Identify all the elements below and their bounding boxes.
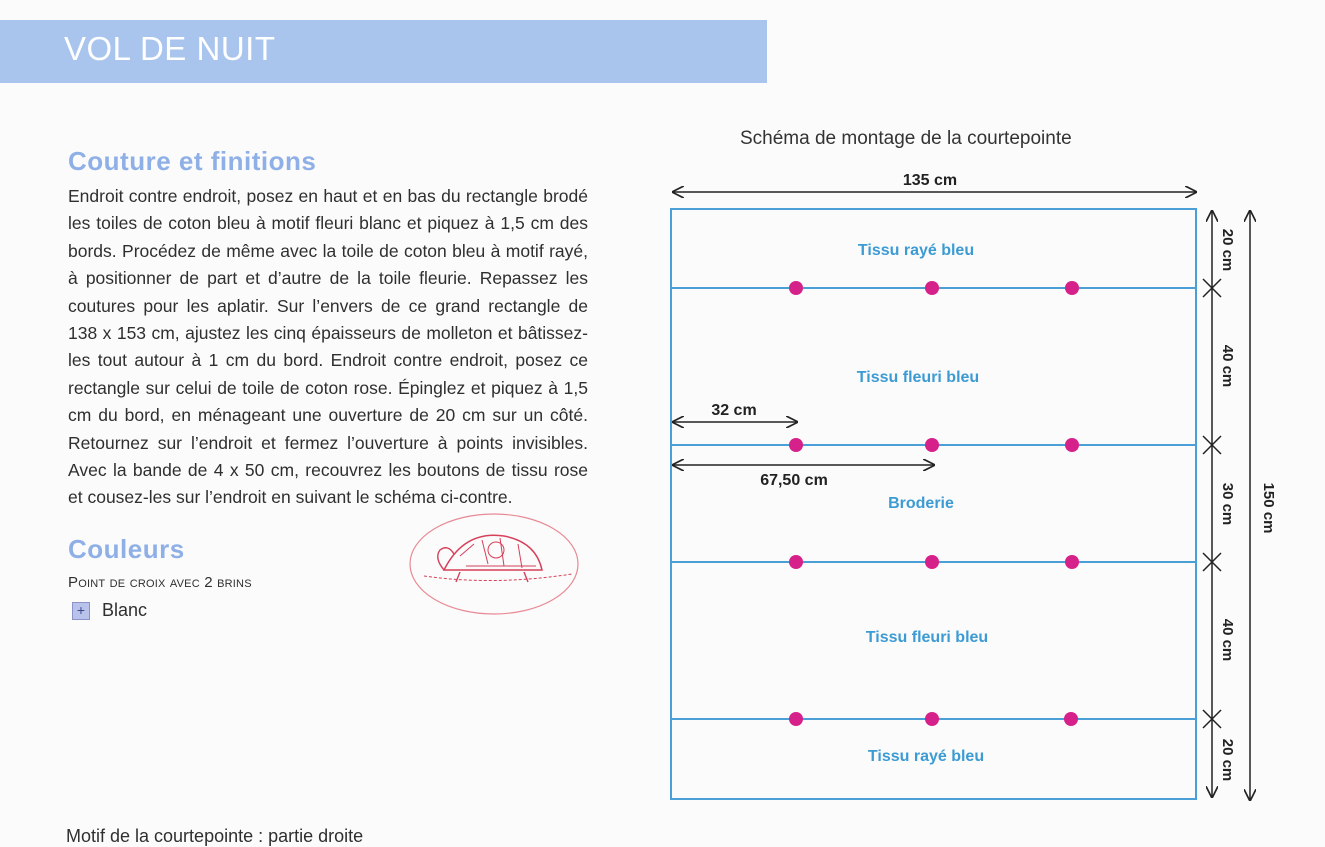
button-dot [789, 281, 803, 295]
button-dot [1065, 438, 1079, 452]
button-dot [1064, 712, 1078, 726]
couleurs-subtitle: Point de croix avec 2 brins [68, 574, 252, 591]
width-label: 135 cm [902, 172, 958, 189]
couture-heading: Couture et finitions [68, 146, 317, 176]
band-size-label: 30 cm [1219, 482, 1236, 526]
button-dot [925, 555, 939, 569]
band-size-label: 20 cm [1219, 738, 1236, 782]
color-legend-label: Blanc [102, 600, 148, 620]
band-label: Tissu fleuri bleu [865, 629, 989, 646]
band-size-label: 40 cm [1219, 344, 1236, 388]
footer-caption: Motif de la courtepointe : partie droite [66, 826, 364, 846]
band-label: Broderie [888, 495, 954, 512]
button-dot [1065, 555, 1079, 569]
band-size-label: 40 cm [1219, 618, 1236, 662]
couture-instructions: Endroit contre endroit, posez en haut et en bas du rectangle brodé les toiles de coton bleu à motif fleuri blanc et piquez à 1,5 cm des bords. Procédez de même avec la toile de coton bleu à motif rayé, à positionner de part et d’autre de la toile fleurie. Repassez les coutures pour les aplatir. Sur l’envers de ce grand rectangle de 138 x 153 cm, ajustez les cinq épaisseurs de molleton et bâtissez-les tout autour à 1 cm du bord. Endroit contre endroit, posez ce rectangle sur celui de toile de coton rose. Épinglez et piquez à 1,5 cm du bord, en ménageant une ouverture de 20 cm sur un côté. Retournez sur l’endroit et fermez l’ouverture à points invisibles. Avec la bande de 4 x 50 cm, recouvrez les boutons de tissu rose et cousez-les sur l’endroit en suivant le schéma ci-contre. [68, 186, 588, 508]
button-dot [789, 438, 803, 452]
button-dot [1065, 281, 1079, 295]
band-label: Tissu fleuri bleu [856, 369, 980, 386]
button-dot [925, 438, 939, 452]
height-label: 150 cm [1260, 482, 1277, 534]
button-dot [789, 555, 803, 569]
couleurs-heading: Couleurs [68, 534, 185, 564]
schema-title: Schéma de montage de la courtepointe [740, 128, 1072, 149]
button-dot [925, 712, 939, 726]
cross-stitch-plus-icon: + [76, 602, 86, 618]
button-dot [789, 712, 803, 726]
band-label: Tissu rayé bleu [857, 242, 975, 259]
band-label: Tissu rayé bleu [867, 748, 985, 765]
band-size-label: 20 cm [1219, 228, 1236, 272]
button-offset-label: 32 cm [711, 402, 757, 419]
page-title: VOL DE NUIT [64, 30, 276, 67]
center-offset-label: 67,50 cm [760, 472, 828, 489]
button-dot [925, 281, 939, 295]
